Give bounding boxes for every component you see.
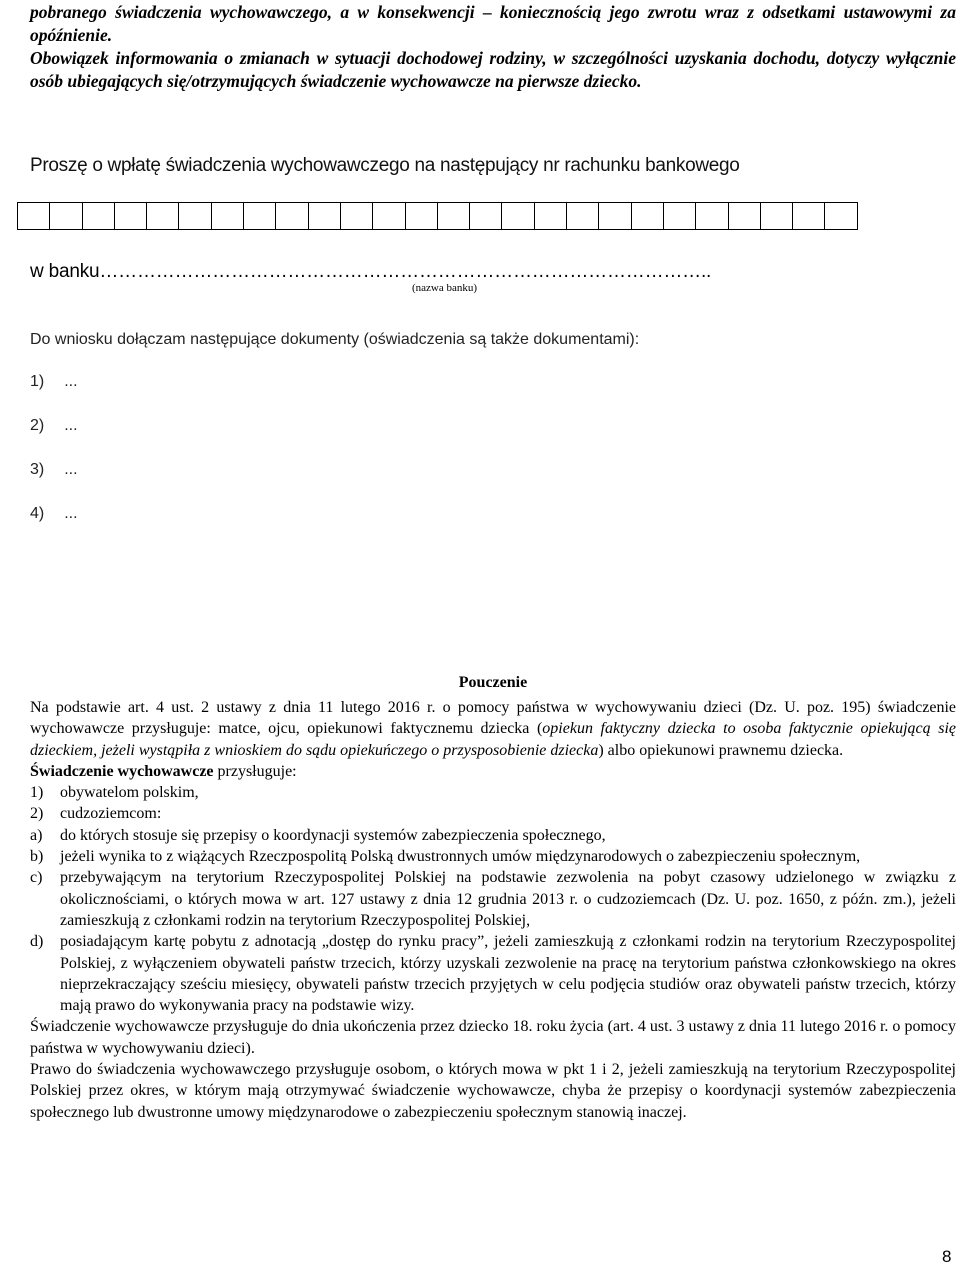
account-digit-box[interactable] bbox=[825, 202, 857, 230]
notice-paragraph-4: Prawo do świadczenia wychowawczego przysługuje osobom, o których mowa w pkt 1 i 2, jeżeli zamieszkują na terytorium Rzeczypospolitej Polskiej przez okres, w którym mają otrzymywać świadczenie wychowawcze, chyba że przepisy o koordynacji systemów zabezpieczenia społecznego lub dwustronne umowy międzynarodowe o zabezpieczeniu społecznym stanowią inaczej. bbox=[30, 1061, 956, 1121]
account-digit-box[interactable] bbox=[535, 202, 567, 230]
account-digit-box[interactable] bbox=[115, 202, 147, 230]
notice-body bbox=[30, 697, 956, 1123]
account-digit-box[interactable] bbox=[599, 202, 631, 230]
document-item-1[interactable] bbox=[30, 373, 78, 391]
page-number: 8 bbox=[942, 1247, 952, 1266]
bank-name-caption: (nazwa banku) bbox=[412, 282, 478, 294]
notice-title: Pouczenie bbox=[458, 674, 528, 691]
account-digit-box[interactable] bbox=[729, 202, 761, 230]
bank-account-request: Proszę o wpłatę świadczenia wychowawczego na następujący nr rachunku bankowego bbox=[30, 155, 740, 176]
document-item-2[interactable] bbox=[30, 417, 78, 435]
account-digit-box[interactable] bbox=[50, 202, 82, 230]
document-item-4[interactable] bbox=[30, 505, 78, 523]
notice-list-item: 1) obywatelom polskim, bbox=[30, 784, 199, 802]
account-digit-box[interactable] bbox=[470, 202, 502, 230]
intro-line-2: Obowiązek informowania o zmianach w sytuacji dochodowej rodziny, w szczególności uzyskania dochodu, dotyczy wyłącznie osób ubiegających się/otrzymujących świadczenie wychowawcze na pierwsze dziecko. bbox=[30, 48, 956, 91]
account-digit-box[interactable] bbox=[179, 202, 211, 230]
account-digit-box[interactable] bbox=[212, 202, 244, 230]
document-value: ... bbox=[64, 373, 78, 390]
account-digit-box[interactable] bbox=[696, 202, 728, 230]
document-value: ... bbox=[64, 461, 78, 478]
account-digit-box[interactable] bbox=[18, 202, 50, 230]
account-digit-box[interactable] bbox=[244, 202, 276, 230]
account-digit-box[interactable] bbox=[567, 202, 599, 230]
notice-list-item: 2) cudzoziemcom: bbox=[30, 805, 162, 823]
notice-paragraph-3: Świadczenie wychowawcze przysługuje do dnia ukończenia przez dziecko 18. roku życia (art. 4 ust. 3 ustawy z dnia 11 lutego 2016 r. o pomocy państwa w wychowywaniu dzieci). bbox=[30, 1018, 956, 1057]
notice-paragraph-1: Na podstawie art. 4 ust. 2 ustawy z dnia 11 lutego 2016 r. o pomocy państwa w wychowywaniu dzieci (Dz. U. poz. 195) świadczenie wychowawcze przysługuje: matce, ojcu, opiekunowi faktycznemu dziecka (opiekun faktyczny dziecka to osoba faktycznie opiekującą się dzieckiem, jeżeli wystąpiła z wnioskiem do sądu opiekuńczego o przysposobienie dziecka) albo opiekunowi prawnemu dziecka. bbox=[30, 699, 956, 759]
notice-list-item: b) jeżeli wynika to z wiążących Rzeczpospolitą Polską dwustronnych umów międzynarodowych o zabezpieczeniu społecznym, bbox=[30, 848, 861, 866]
account-digit-box[interactable] bbox=[147, 202, 179, 230]
account-digit-box[interactable] bbox=[502, 202, 534, 230]
intro-line-1: pobranego świadczenia wychowawczego, a w konsekwencji – koniecznością jego zwrotu wraz z odsetkami ustawowymi za opóźnienie. bbox=[30, 2, 956, 45]
account-digit-box[interactable] bbox=[438, 202, 470, 230]
document-item-3[interactable] bbox=[30, 461, 78, 479]
documents-intro: Do wniosku dołączam następujące dokumenty (oświadczenia są także dokumentami): bbox=[30, 331, 640, 348]
account-digit-box[interactable] bbox=[406, 202, 438, 230]
account-digit-box[interactable] bbox=[83, 202, 115, 230]
notice-list-item: a) do których stosuje się przepisy o koordynacji systemów zabezpieczenia społecznego, bbox=[30, 826, 606, 844]
document-number: 3) bbox=[30, 461, 45, 478]
account-digit-box[interactable] bbox=[309, 202, 341, 230]
account-digit-box[interactable] bbox=[761, 202, 793, 230]
account-digit-box[interactable] bbox=[341, 202, 373, 230]
account-digit-box[interactable] bbox=[664, 202, 696, 230]
document-number: 1) bbox=[30, 373, 45, 390]
account-digit-box[interactable] bbox=[793, 202, 825, 230]
account-digit-box[interactable] bbox=[276, 202, 308, 230]
document-number: 4) bbox=[30, 505, 45, 522]
intro-text bbox=[30, 1, 956, 93]
bank-account-number-field[interactable] bbox=[17, 202, 858, 230]
notice-list-item: c) przebywającym na terytorium Rzeczypospolitej Polskiej na podstawie zezwolenia na pobyt czasowy udzielonego w związku z okolicznościami, o których mowa w art. 127 ustawy z dnia 12 grudnia 2013 r. o cudzoziemcach (Dz. U. poz. 1650, z późn. zm.), jeżeli zamieszkują z członkami rodzin na terytorium Rzeczypospolitej Polskiej, bbox=[30, 869, 956, 929]
document-value: ... bbox=[64, 505, 78, 522]
notice-paragraph-2: Świadczenie wychowawcze przysługuje: bbox=[30, 762, 297, 780]
account-digit-box[interactable] bbox=[373, 202, 405, 230]
notice-list-item: d) posiadającym kartę pobytu z adnotacją „dostęp do rynku pracy”, jeżeli zamieszkują z członkami rodzin na terytorium Rzeczypospolitej Polskiej, z wyłączeniem obywateli państw trzecich, którzy uzyskali zezwolenie na pracę na terytorium państwa członkowskiego na okres nieprzekraczający sześciu miesięcy, obywateli państw trzecich przyjętych w celu podjęcia studiów oraz obywateli państw trzecich, którzy mają prawo do wykonywania pracy na podstawie wizy. bbox=[30, 933, 956, 1015]
document-value: ... bbox=[64, 417, 78, 434]
account-digit-box[interactable] bbox=[632, 202, 664, 230]
bank-name-field[interactable]: w banku…………………………………………………………………………………….. bbox=[30, 261, 712, 282]
document-number: 2) bbox=[30, 417, 45, 434]
